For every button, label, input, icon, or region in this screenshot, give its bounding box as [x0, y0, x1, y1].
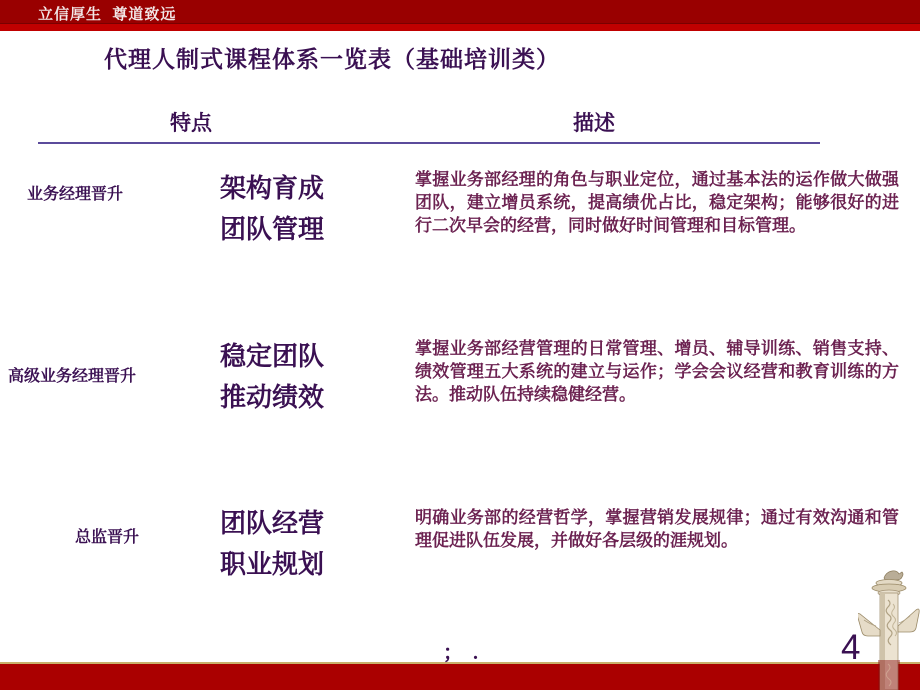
top-accent-strip [0, 24, 920, 31]
row1-description: 掌握业务部经理的角色与职业定位，通过基本法的运作做大做强团队，建立增员系统，提高绩优占比，稳定架构；能够很好的进行二次早会的经营，同时做好时间管理和目标管理。 [415, 170, 899, 235]
huabiao-pillar-image [858, 568, 920, 690]
top-banner-bar [0, 0, 920, 24]
row1-level-label: 业务经理晋升 [27, 186, 124, 203]
row3-feature-line1: 团队经营 [220, 509, 325, 538]
row2-level-label: 高级业务经理晋升 [8, 368, 137, 385]
company-motto: 立信厚生 尊道致远 [38, 6, 177, 23]
row3-feature-line2: 职业规划 [220, 550, 325, 579]
row3-feature-text [220, 503, 324, 585]
footer-punctuation-text: ； . [443, 642, 478, 664]
column-header-feature: 特点 [170, 111, 212, 135]
header-divider-line [38, 142, 820, 144]
row1-feature-line1: 架构育成 [220, 174, 325, 203]
row2-feature-line1: 稳定团队 [220, 342, 325, 371]
row2-description: 掌握业务部经营管理的日常管理、增员、辅导训练、销售支持、绩效管理五大系统的建立与运作；学会会议经营和教育训练的方法。推动队伍持续稳健经营。 [415, 339, 899, 404]
row2-feature-line2: 推动绩效 [220, 383, 325, 412]
column-header-description: 描述 [573, 111, 615, 135]
page-number: 4 [841, 628, 861, 667]
bottom-banner-bar [0, 662, 920, 690]
row1-feature-text [220, 168, 324, 250]
row3-level-label: 总监晋升 [75, 529, 140, 546]
row1-feature-line2: 团队管理 [220, 215, 325, 244]
row2-feature-text [220, 336, 324, 418]
slide-title: 代理人制式课程体系一览表（基础培训类） [104, 47, 560, 72]
row3-description: 明确业务部的经营哲学，掌握营销发展规律；通过有效沟通和管理促进队伍发展，并做好各层级的涯规划。 [415, 508, 899, 550]
